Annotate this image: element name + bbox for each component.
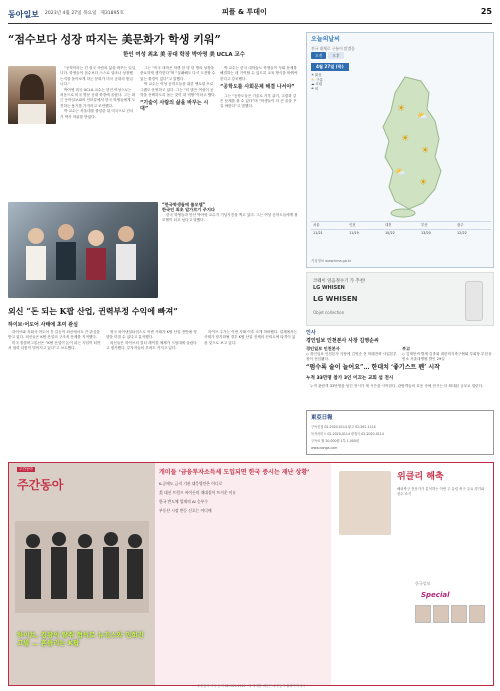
contents-item[interactable]: 한국 반도체 업계의 AI 승부수 xyxy=(159,499,208,505)
special-thumbnails xyxy=(415,605,485,623)
weather-day: 4월 27일 (목) xyxy=(311,63,349,71)
special-label: 한국일보 xyxy=(415,581,431,586)
thumbnail[interactable] xyxy=(469,605,485,623)
thumbnail[interactable] xyxy=(415,605,431,623)
weather-legend xyxy=(311,73,341,91)
svg-text:☀: ☀ xyxy=(419,178,428,188)
columnist-photo xyxy=(339,471,391,535)
cover-caption: 하이브, 김왕의 탈취 협의로 뉴진스와 민희진 고발 … 흔들리는 K팝 xyxy=(17,631,144,647)
svg-text:⛅: ⛅ xyxy=(395,168,407,178)
date-line: 2023년 4월 27일 목요일 xyxy=(44,11,97,17)
people-item-1 xyxy=(306,346,398,363)
contents-item[interactable]: 부동산 시장 반등 신호는 어디에 xyxy=(159,508,212,514)
story2-headline[interactable]: 외신 “돈 되는 K팝 산업, 귄력부정 수익에 빠져” xyxy=(8,306,178,316)
masthead xyxy=(8,6,492,24)
people-item-2 xyxy=(402,346,494,363)
story2-col1: 하이브와 자회사 어도어 간 갈등이 외신에서도 큰 관심을 받고 있다. 외신들은 K팝 산업의 구조적 문제를 지적했다. 미국 블룸버그통신은 “K팝 산업이 돈이 되는 사업이 되면서 권력 다툼이 벌어지고 있다”고 보도했다. xyxy=(8,330,101,351)
svg-text:☀: ☀ xyxy=(397,104,406,114)
page-number: 25 xyxy=(480,7,492,16)
event-photo xyxy=(8,202,158,298)
donga-box-line4[interactable]: www.donga.com xyxy=(311,446,338,450)
pull-quote-2: “공학도를 사회문제 해결 나서야” xyxy=(220,84,295,91)
weather-title: 오늘의날씨 xyxy=(311,36,340,43)
story2-col3: 하이브 주가는 이번 사태 이후 크게 하락했다. 업계에서는 사태가 장기화될 경우 K팝 산업 전체의 신뢰도에 타격이 있을 것으로 보고 있다. xyxy=(204,330,297,345)
crowd-photo-icon xyxy=(8,202,158,298)
story3-subhead: 누적 33만명 참가 3인 이끄는 교회 섬 전시 xyxy=(306,376,394,381)
magazine-title: 주간동아 xyxy=(17,478,64,492)
special-title: Special xyxy=(421,591,450,599)
section-title: 피플 & 투데이 xyxy=(222,8,267,16)
portrait-photo xyxy=(8,66,56,124)
story2-col2: 영국 파이낸셜타임스도 이번 사태가 K팝 산업 전반에 영향을 미칠 수 있다고 분석했다. 외신들은 하이브의 멀티 레이블 체제가 시험대에 올랐다고 평가했다. 투자자들의 우려도 커지고 있다. xyxy=(106,330,197,351)
people-item-1-name: 경인일보 인천본사 xyxy=(306,346,340,351)
lead-body-col2: 그는 “미국 대학은 학생 한 명 한 명의 성장을 중요하게 생각한다”며 “실패해도 다시 도전할 수 있는 환경이 있다”고 말했다. 박 교수는 여성 공학도들을 위한 멘토링 프로그램도 운영하고 있다. 그는 “더 많은 여성이 공학을 선택하도록 돕는 것이 내 역할”이라고 했다. “기술이 사람의 삶을 바꾸는 시대” xyxy=(140,66,216,112)
contents-heading[interactable]: 개미들 ‘금융투자소득세 도입되면 한국 증시는 재난 상황’ xyxy=(159,469,310,476)
contents-list xyxy=(159,481,323,513)
right-heading: 위클리 해축 xyxy=(397,472,444,482)
contents-item[interactable]: 美 대선 트럼프 바이든의 재대결이 뜨거운 이유 xyxy=(159,490,237,496)
people-section-title: 인사 xyxy=(306,330,316,336)
portrait-figure-icon xyxy=(8,66,56,124)
weather-tab-am[interactable]: 오전 xyxy=(311,52,326,59)
donga-box-logo: 東亞日報 xyxy=(311,415,333,421)
magazine-contents xyxy=(159,469,323,513)
pull-quote-1: “기술이 사람의 삶을 바꾸는 시대” xyxy=(140,100,209,112)
donga-subscription-box xyxy=(306,410,494,455)
weather-box xyxy=(306,32,494,268)
lead-headline[interactable]: “점수보다 성장 따지는 美문화가 학생 키워” xyxy=(8,33,221,46)
magazine-sub: 주간동아 xyxy=(19,467,33,471)
weather-footer: 기상정보 www.kma.go.kr xyxy=(311,259,352,264)
bottom-ad-footer: 주간동아 구독 문의 02-361-1114 · 더 자세한 내용은 주간동아 홈페이지에서 xyxy=(197,684,305,688)
photo-caption-title: “한국학생들에 롤모델” xyxy=(162,202,206,207)
story3-headline[interactable]: “펌수록 술이 늘어요”… 한대치 ‘좋기스트 펜’ 시작 xyxy=(306,364,440,371)
newspaper-logo: 동아일보 xyxy=(8,9,39,20)
weather-table xyxy=(311,221,491,236)
weekly-donga-ad[interactable] xyxy=(8,462,494,686)
legend-rain: ☂ 비 xyxy=(311,86,319,91)
people-item-1-text: ◇ 경인일보 인천본사 사장에 김영순 전 미래전략 사업본부장이 선임됐다. xyxy=(306,352,397,362)
story3-body: 누적 관람객 33만명을 넘긴 전시가 새 시즌을 시작한다. 관람객들의 호응 속에 전시는 더 확대된 규모로 열린다. xyxy=(310,384,484,388)
weather-table-header: 서울 인천 대전 부산 광주 xyxy=(311,222,491,230)
korea-weather-map xyxy=(343,71,491,219)
contents-item[interactable]: K-공매도 금지 기관 대응방안은 어디로 xyxy=(159,481,223,487)
air-conditioner-icon xyxy=(465,281,483,321)
lead-subhead: 한인 여성 최초 美 공대 학장 박아영 美 UCLA 교수 xyxy=(123,52,245,58)
people-heading[interactable]: 경인일보 인천본사 사장 김영순씨 xyxy=(306,338,379,344)
lead-body-col3: 박 교수는 한국 대학들도 학생들이 사회 문제를 해결하는 데 기여할 수 있도록 교육 방식을 바꿔야 한다고 강조했다. “공학도를 사회문제 해결 나서야” 그는 “공학도들은 기술로 기후 위기, 고령화 같은 문제를 풀 수 있다”며 “학생들이 더 큰 꿈을 꾸길 바란다”고 말했다. xyxy=(220,66,298,109)
weather-table-row: 11/21 11/19 10/22 13/20 12/22 xyxy=(311,229,491,236)
people-item-2-text: ◇ 김재봉씨 별세 김종희 대한미식축구협회 부회장 부친상 빈소 서울대병원 발인 29일 xyxy=(402,352,492,362)
svg-text:☀: ☀ xyxy=(421,146,430,156)
people-item-2-name: 부고 xyxy=(402,346,411,351)
thumbnail[interactable] xyxy=(451,605,467,623)
legend-cloudy: ⛅ 구름 xyxy=(311,77,323,82)
ad-line2: LG WHISEN xyxy=(313,285,345,291)
svg-text:☀: ☀ xyxy=(401,134,410,144)
photo-caption: “한국학생들에 롤모델” 한국인 최초 압가르기 주지다 한국 학생들과 만난 박아영 교수가 기념사진을 찍고 있다. 그는 여성 공학도들에게 롤모델이 되고 싶다고 말했다. xyxy=(162,202,298,223)
lg-whisen-ad[interactable] xyxy=(306,272,494,326)
legend-sunny: ☀ 맑음 xyxy=(311,73,322,77)
right-text: 해외축구 전문가가 분석하는 이번 주 유럽 축구 주요 경기와 선수 소식 xyxy=(397,487,485,496)
ad-line1: 코웨이 얼음정수기 가 추천! xyxy=(313,279,366,284)
lead-body-col1: “공학이라는 건 결국 사람의 삶을 바꾸는 일입니다. 학생들이 점수보다 스스로 얼마나 성장했는지를 돌아보게 하는 문화가 미국 공대의 힘입니다.” 박아영 미국 UCLA 교수는 한인 여성으로는 처음으로 미국 명문 공대 학장에 올랐다. 그는 최근 동아일보와의 인터뷰에서 한국 학생들에게 도전하는 용기를 가지라고 조언했다. 박 교수는 서울대를 졸업한 뒤 미국으로 건너가 박사 학위를 받았다. xyxy=(60,66,136,119)
photo-caption-line: 한국인 최초 압가르기 주지다 xyxy=(162,207,215,213)
thumbnail[interactable] xyxy=(433,605,449,623)
weather-summary: 전국 대체로 구름이 많겠음 xyxy=(311,46,355,51)
weather-tabs xyxy=(311,52,344,59)
legend-overcast: ☁ 흐림 xyxy=(311,82,323,87)
magazine-cover[interactable] xyxy=(9,463,155,685)
donga-box-line1: 구독신청 02-2020-0114 광고 02-361-1114 xyxy=(311,425,376,429)
donga-box-line2: 독자서비스 02-2020-0114 편집국 02-2020-0114 xyxy=(311,432,384,436)
cover-group-photo xyxy=(15,521,149,613)
weather-tab-pm[interactable]: 오후 xyxy=(328,52,343,59)
svg-text:⛅: ⛅ xyxy=(417,112,429,122)
donga-box-line3: 구독료 월 20,000원 1부 1,000원 xyxy=(311,439,359,443)
ad-line3: Objet collection xyxy=(313,310,345,315)
issue-number: 제31895호 xyxy=(100,11,124,17)
weekly-football-panel[interactable] xyxy=(331,463,493,685)
story2-subhead: 하이브·어도어 사태에 초미 관심 xyxy=(8,322,78,328)
ad-brand: LG WHISEN xyxy=(313,295,358,303)
